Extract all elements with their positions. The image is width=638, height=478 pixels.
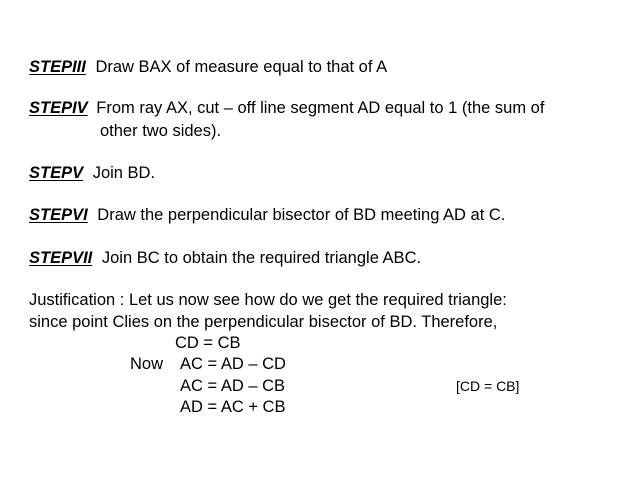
equation-ad-ac-cb: AD = AC + CB <box>180 398 286 416</box>
step-iv-text-cont: other two sides). <box>100 122 222 140</box>
step-iii-text: Draw BAX of measure equal to that of A <box>95 58 388 76</box>
equation-cd-cb: CD = CB <box>175 334 241 352</box>
equation-ac-ad-cd: AC = AD – CD <box>180 355 286 373</box>
step-vii-text: Join BC to obtain the required triangle ABC. <box>101 249 422 267</box>
justification-line-1: Justification : Let us now see how do we get the required triangle: <box>29 291 507 309</box>
step-v-label: STEPV <box>29 164 84 182</box>
step-vi-label: STEPVI <box>29 206 88 224</box>
step-iv <box>29 98 544 118</box>
step-iii-label: STEPIII <box>29 58 86 76</box>
step-vii <box>29 248 421 268</box>
equation-now-label: Now <box>130 355 164 373</box>
step-v <box>29 163 155 183</box>
step-vi-text: Draw the perpendicular bisector of BD meeting AD at C. <box>97 206 506 224</box>
step-iv-text: From ray AX, cut – off line segment AD equal to 1 (the sum of <box>96 99 545 117</box>
step-iii <box>29 57 387 77</box>
equation-ac-ad-cb: AC = AD – CB <box>180 377 286 395</box>
step-iv-label: STEPIV <box>29 99 88 117</box>
step-vii-label: STEPVII <box>29 249 93 267</box>
step-v-text: Join BD. <box>92 164 156 182</box>
equation-note: [CD = CB] <box>456 378 520 394</box>
justification-line-2: since point Clies on the perpendicular bisector of BD. Therefore, <box>29 313 498 331</box>
step-vi <box>29 205 505 225</box>
